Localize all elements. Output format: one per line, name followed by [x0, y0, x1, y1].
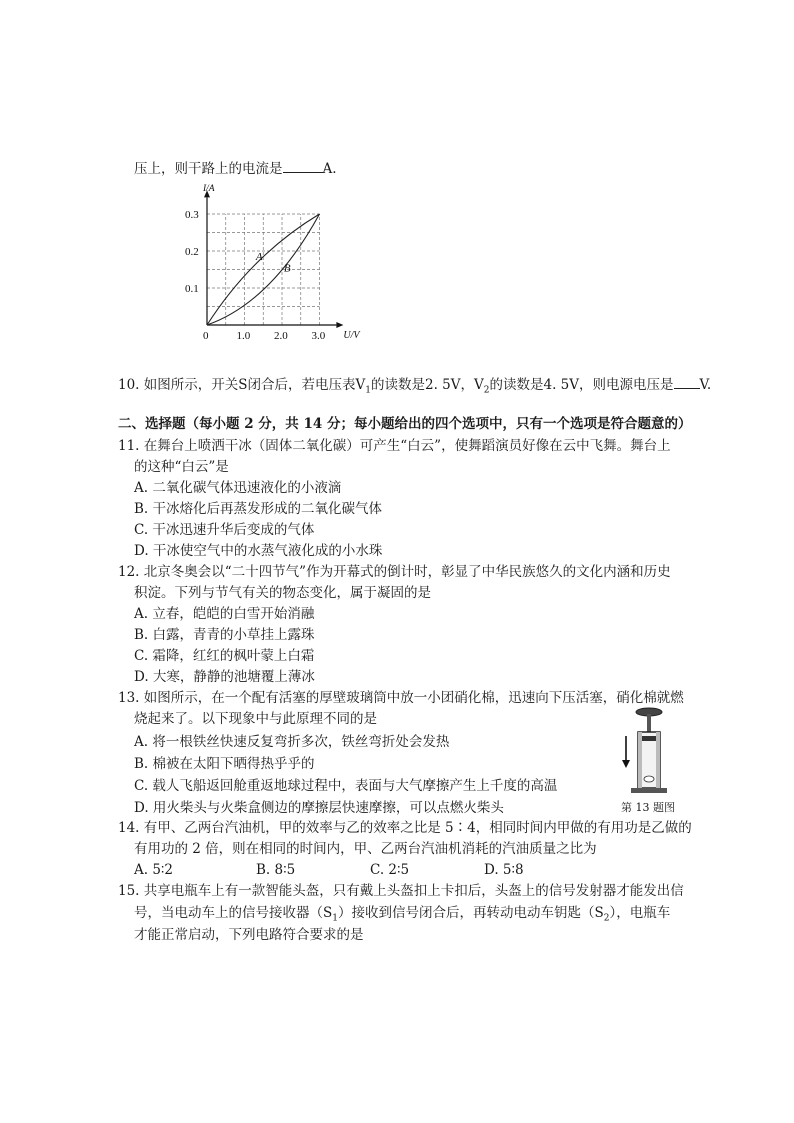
x-axis-label: U/V — [343, 330, 360, 341]
q15-stem-2: 号，当电动车上的信号接收器$(S_1)$接收到信号闭合后，再转动电动车钥匙$(S_2)$，电瓶车 — [134, 905, 671, 924]
q11-stem-2: 的这种“白云”是 — [134, 459, 229, 475]
curve-label-b: B — [283, 262, 291, 275]
q12-option-d[interactable]: D. 大寒，静静的池塘覆上薄冰 — [134, 669, 315, 685]
q14-option-b[interactable]: B. 8∶5 — [256, 862, 296, 878]
graph-grid — [207, 214, 320, 325]
q11-option-b[interactable]: B. 干冰熔化后再蒸发形成的二氧化碳气体 — [134, 501, 383, 517]
x-tick-label: 1.0 — [236, 330, 251, 342]
q14-option-a[interactable]: A. 5∶2 — [134, 862, 174, 878]
q11-option-d[interactable]: D. 干冰使空气中的水蒸气液化成的小水珠 — [134, 543, 383, 559]
y-tick-label: 0.1 — [185, 283, 199, 295]
section-heading: 二、选择题（每小题 2 分，共 14 分；每小题给出的四个选项中，只有一个选项是符合题意的） — [118, 416, 692, 432]
q15-stem-1: 15. 共享电瓶车上有一款智能头盔，只有戴上头盔扣上卡扣后，头盔上的信号发射器才能发出信 — [118, 883, 684, 899]
q12-option-a[interactable]: A. 立春，皑皑的白雪开始消融 — [134, 606, 315, 622]
q14-stem-1: 14. 有甲、乙两台汽油机，甲的效率与乙的效率之比是 5∶4，相同时间内甲做的有用功是乙做的 — [118, 820, 692, 836]
answer-blank[interactable] — [283, 158, 323, 173]
q11-option-a[interactable]: A. 二氧化碳气体迅速液化的小液滴 — [134, 480, 342, 496]
x-tick-label: 3.0 — [311, 330, 326, 342]
q13-stem-2: 烧起来了。以下现象中与此原理不同的是 — [134, 711, 377, 727]
q14-option-c[interactable]: C. 2∶5 — [370, 862, 410, 878]
figure-caption: 第 13 题图 — [621, 801, 675, 814]
q11-stem-1: 11. 在舞台上喷洒干冰（固体二氧化碳）可产生“白云”，使舞蹈演员好像在云中飞舞。舞台上 — [118, 438, 671, 454]
q14-option-d[interactable]: D. 5∶8 — [484, 862, 524, 878]
x-axis-arrow — [336, 322, 343, 328]
q12-stem-2: 积淀。下列与节气有关的物态变化，属于凝固的是 — [134, 585, 431, 601]
q13-option-d[interactable]: D. 用火柴头与火柴盒侧边的摩擦层快速摩擦，可以点燃火柴头 — [134, 800, 504, 816]
iu-graph — [180, 182, 380, 342]
y-axis-label: I/A — [203, 184, 215, 194]
q15-stem-3: 才能正常启动，下列电路符合要求的是 — [134, 927, 364, 943]
y-tick-label: 0.2 — [185, 246, 199, 258]
y-tick-label: 0.3 — [185, 209, 199, 221]
graph-axes — [204, 190, 343, 328]
origin-label: 0 — [203, 330, 209, 342]
q12-stem-1: 12. 北京冬奥会以“二十四节气”作为开幕式的倒计时，彰显了中华民族悠久的文化内涵和历史 — [118, 564, 671, 580]
piston-cylinder-figure — [617, 706, 677, 802]
q11-option-c[interactable]: C. 干冰迅速升华后变成的气体 — [134, 522, 315, 538]
curve-label-a: A — [255, 251, 263, 264]
answer-blank[interactable] — [674, 374, 700, 389]
q13-stem-1: 13. 如图所示，在一个配有活塞的厚壁玻璃筒中放一小团硝化棉，迅速向下压活塞，硝化棉就燃 — [118, 690, 684, 706]
q13-option-c[interactable]: C. 载人飞船返回舱重返地球过程中，表面与大气摩擦产生上千度的高温 — [134, 778, 558, 794]
q12-option-c[interactable]: C. 霜降，红红的枫叶蒙上白霜 — [134, 648, 315, 664]
q12-option-b[interactable]: B. 白露，青青的小草挂上露珠 — [134, 627, 315, 643]
q9-tail-line: 压上，则干路上的电流是 A. — [134, 158, 337, 179]
q13-option-b[interactable]: B. 棉被在太阳下晒得热乎乎的 — [134, 756, 315, 772]
x-tick-label: 2.0 — [274, 330, 288, 342]
q13-option-a[interactable]: A. 将一根铁丝快速反复弯折多次，铁丝弯折处会发热 — [134, 734, 450, 750]
q14-stem-2: 有用功的 2 倍，则在相同的时间内，甲、乙两台汽油机消耗的汽油质量之比为 — [134, 841, 597, 857]
q10-line: 10. 如图所示，开关S闭合后，若电压表$V_1$的读数是2. 5V，$V_2$的读数是4. 5V，则电源电压是 V. — [118, 374, 711, 401]
